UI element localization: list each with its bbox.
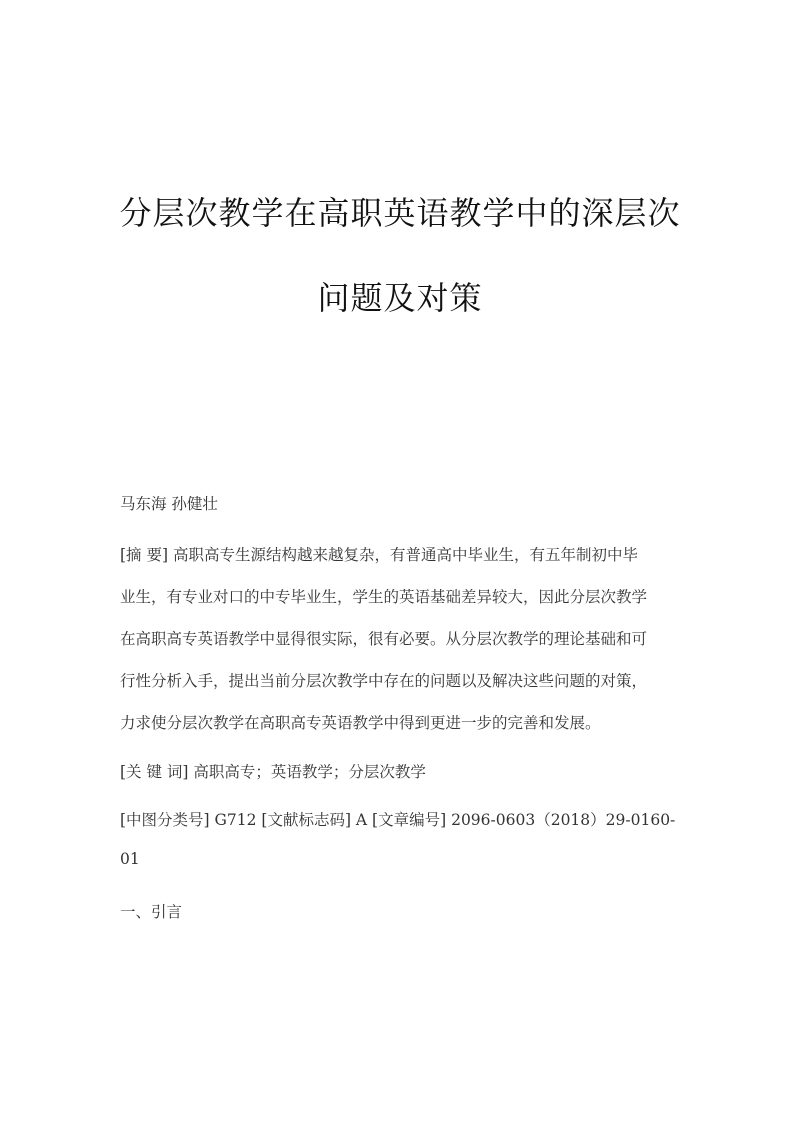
classification-line-2: 01 — [120, 850, 140, 868]
abstract-line: [摘 要] 高职高专生源结构越来越复杂，有普通高中毕业生，有五年制初中毕 — [120, 546, 638, 564]
author-names: 马东海 孙健壮 — [120, 495, 218, 513]
abstract-line: 在高职高专英语教学中显得很实际，很有必要。从分层次教学的理论基础和可 — [120, 630, 648, 648]
keywords: [关 键 词] 高职高专；英语教学；分层次教学 — [120, 763, 426, 781]
classification-line-1: [中图分类号] G712 [文献标志码] A [文章编号] 2096-0603（2018）29-0160- — [120, 811, 676, 829]
abstract-line: 业生，有专业对口的中专毕业生，学生的英语基础差异较大，因此分层次教学 — [120, 588, 648, 606]
abstract-line: 行性分析入手，提出当前分层次教学中存在的问题以及解决这些问题的对策， — [120, 672, 648, 690]
paper-title-line-1: 分层次教学在高职英语教学中的深层次 — [119, 194, 681, 232]
section-heading-introduction: 一、引言 — [120, 903, 183, 921]
abstract-line: 力求使分层次教学在高职高专英语教学中得到更进一步的完善和发展。 — [120, 714, 601, 732]
paper-title-line-2: 问题及对策 — [317, 279, 483, 317]
